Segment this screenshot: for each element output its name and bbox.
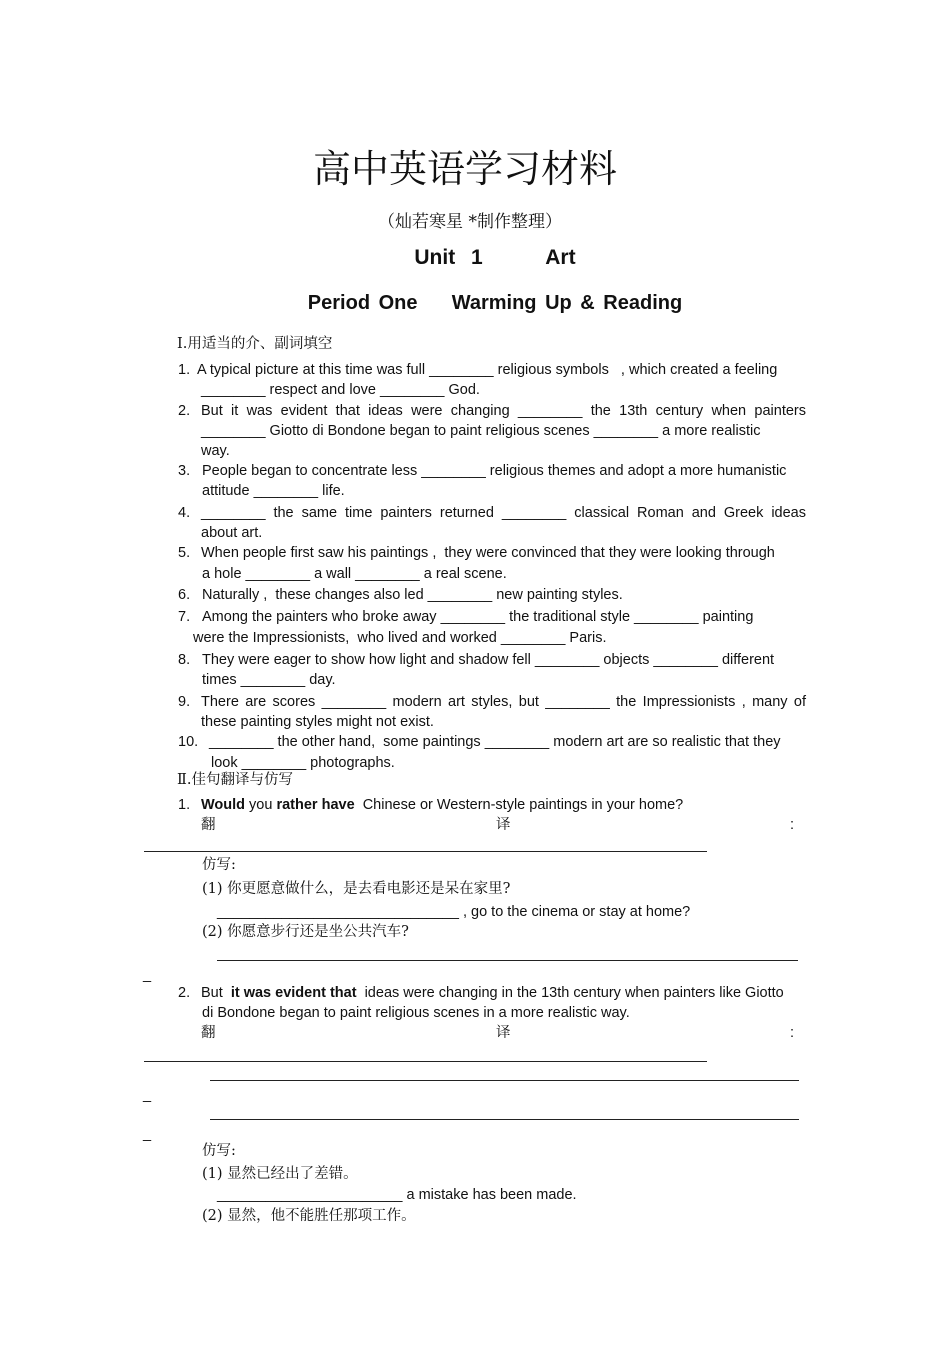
page-title: 高中英语学习材料 [312,147,617,191]
q2-translation-dash-2: _ [143,1126,152,1142]
q1-imitation-1-answer: ______________________________ , go to the cinema or stay at home? [217,904,691,920]
q1-translate-label-yi: 译 [496,817,511,833]
q1-translate-label-fan: 翻 [201,817,216,833]
period-heading: Period One Warming Up & Reading [307,292,683,314]
q1-imitation-2-dash: _ [143,967,152,983]
question-text-line: were the Impressionists, who lived and worked ________ Paris. [193,630,607,646]
q2-number: 2. [178,985,191,1001]
question-text-line: times ________ day. [202,672,336,688]
question-text-line: There are scores ________ modern art styles, but ________ the Impressionists , many of [201,694,806,710]
q1-sentence: Would you rather have Chinese or Western-style paintings in your home? [201,797,684,813]
q2-imitation-1-answer: _______________________ a mistake has been made. [217,1187,577,1203]
question-text-line: Among the painters who broke away ________ the traditional style ________ painting [202,609,754,625]
section2-heading: Ⅱ.佳句翻译与仿写 [177,772,293,788]
q1-imitation-label: 仿写: [202,857,236,873]
q2-translation-line-2 [210,1080,799,1081]
question-text-line: way. [201,443,230,459]
q2-translation-line-1 [144,1061,707,1062]
question-text-line: ________ respect and love ________ God. [201,382,480,398]
q2-sentence: But it was evident that ideas were changing in the 13th century when painters like Giotto [201,985,784,1001]
unit-heading: Unit 1 Art [414,246,576,269]
question-text-line: ________ the other hand, some paintings ________ modern art are so realistic that they [209,734,781,750]
question-number: 8. [178,652,191,668]
question-text-line: these painting styles might not exist. [201,714,434,730]
page-subtitle: （灿若寒星 *制作整理） [378,212,562,232]
question-text-line: ________ the same time painters returned ________ classical Roman and Greek ideas [201,505,806,521]
question-number: 3. [178,463,191,479]
q1-translate-colon: : [790,817,795,833]
q2-imitation-label: 仿写: [202,1143,236,1159]
question-number: 9. [178,694,191,710]
question-text-line: But it was evident that ideas were changing ________ the 13th century when painters [201,403,806,419]
q2-translation-dash-1: _ [143,1087,152,1103]
question-number: 6. [178,587,191,603]
question-text-line: a hole ________ a wall ________ a real scene. [202,566,507,582]
q1-imitation-1-prompt: (1) 你更愿意做什么，是去看电影还是呆在家里? [202,881,511,897]
question-number: 4. [178,505,191,521]
q2-translate-label-fan: 翻 [201,1025,216,1041]
q1-imitation-2-line [217,960,798,961]
section1-heading: Ⅰ.用适当的介、副词填空 [177,336,333,352]
q2-translate-label-yi: 译 [496,1025,511,1041]
question-text-line: They were eager to show how light and shadow fell ________ objects ________ different [202,652,775,668]
question-number: 7. [178,609,191,625]
question-text-line: When people first saw his paintings , they were convinced that they were looking through [201,545,775,561]
q1-translation-line [144,851,707,852]
q2-translation-line-3 [210,1119,799,1120]
q1-imitation-2-prompt: (2) 你愿意步行还是坐公共汽车? [202,924,409,940]
question-text-line: ________ Giotto di Bondone began to paint religious scenes ________ a more realistic [201,423,761,439]
question-text-line: A typical picture at this time was full ________ religious symbols , which created a feeling [197,362,778,378]
question-number: 10. [178,734,199,750]
question-text-line: attitude ________ life. [202,483,345,499]
q2-imitation-2-prompt: (2) 显然，他不能胜任那项工作。 [202,1208,416,1224]
question-text-line: look ________ photographs. [211,755,395,771]
question-number: 1. [178,362,191,378]
question-text-line: People began to concentrate less ________ religious themes and adopt a more humanistic [202,463,787,479]
question-number: 5. [178,545,191,561]
q1-number: 1. [178,797,191,813]
q2-imitation-1-prompt: (1) 显然已经出了差错。 [202,1166,358,1182]
question-number: 2. [178,403,191,419]
question-text-line: about art. [201,525,263,541]
question-text-line: Naturally , these changes also led ________ new painting styles. [202,587,623,603]
q2-translate-colon: : [790,1025,795,1041]
q2-sentence-line2: di Bondone began to paint religious scenes in a more realistic way. [202,1005,630,1021]
